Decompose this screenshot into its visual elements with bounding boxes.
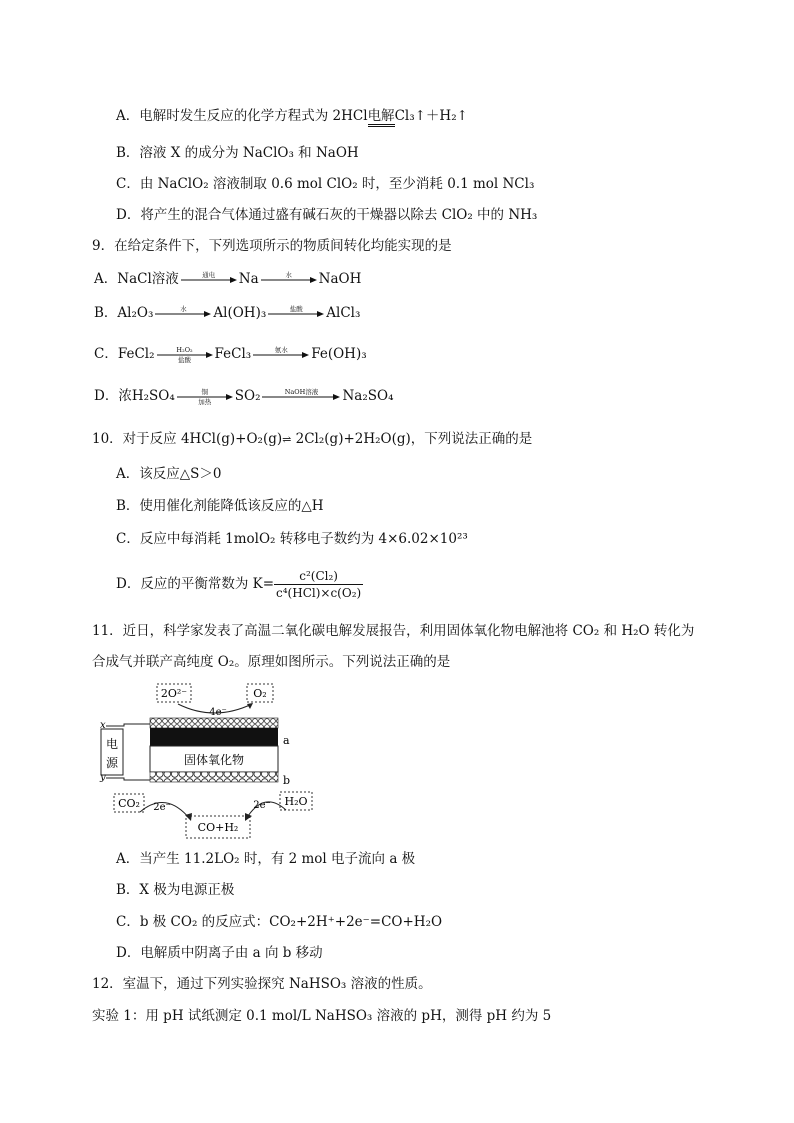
fraction-denominator: c⁴(HCl)×c(O₂) [276,586,362,600]
solid-oxide-label: 固体氧化物 [183,753,245,767]
q9-option-d [94,387,394,406]
arrow-condition: NaOH溶液 [284,387,319,396]
q11-stem-line-2: 合成气并联产高纯度 O₂。原理如图所示。下列说法正确的是 [92,654,451,670]
q9-d-label: D． [94,388,119,404]
arrow-condition: 氨水 [274,345,288,354]
q9-a-substance-1: NaCl溶液 [117,271,179,287]
q8-option-a-products: Cl₃↑＋H₂↑ [394,108,468,124]
q8-option-b: B．溶液 X 的成分为 NaClO₃ 和 NaOH [116,145,359,161]
q10-stem-reactants: 10．对于反应 4HCl(g)+O₂(g) [92,431,283,447]
q9-a-substance-2: Na [238,271,259,287]
oxide-ion-label: 2O²⁻ [160,687,188,700]
equilibrium-arrow-icon: ⇌ [282,433,292,446]
q9-c-label: C． [94,346,118,362]
arrow-condition: 铜 [201,387,208,396]
arrow-head-icon [245,813,252,821]
arrow-condition: 水 [285,270,292,279]
arrow-condition: 盐酸 [289,304,303,313]
reaction-arrow [156,346,214,364]
q9-option-b [94,304,360,323]
reaction-arrow [261,388,341,406]
reaction-arrow [176,388,234,406]
electrode-a-porous-layer [150,718,278,728]
terminal-x-label: x [100,720,106,731]
reaction-arrow [252,346,310,364]
two-electron-right-label: 2e⁻ [253,800,271,811]
electrode-b [150,772,278,782]
q9-stem: 9．在给定条件下，下列选项所示的物质间转化均能实现的是 [92,238,452,254]
q10-option-d [116,566,363,602]
q11-option-d: D．电解质中阴离子由 a 向 b 移动 [116,945,323,961]
power-source-char-2: 源 [105,756,119,770]
four-electron-label: 4e⁻ [209,707,227,718]
q8-option-a-text: A．电解时发生反应的化学方程式为 2HCl [116,108,368,124]
q9-c-substance-1: FeCl₂ [117,346,155,362]
q9-c-substance-3: Fe(OH)₃ [311,346,367,362]
reaction-arrow [267,305,325,323]
q9-a-label: A． [94,271,118,287]
q9-b-substance-3: AlCl₃ [326,305,361,321]
arrow-condition: 通电 [202,270,216,279]
wire-bottom [106,778,150,780]
reaction-arrow [260,271,318,289]
syngas-label: CO+H₂ [197,821,239,834]
oxygen-label: O₂ [253,687,267,700]
electrolysis-cell-diagram [96,682,316,842]
q10-option-a: A．该反应△S＞0 [116,466,222,482]
q9-b-substance-2: Al(OH)₃ [213,305,267,321]
electrolysis-condition: 电解 [368,108,395,127]
q9-c-substance-2: FeCl₃ [214,346,252,362]
q10-stem-products: 2Cl₂(g)+2H₂O(g)，下列说法正确的是 [291,431,533,447]
h2o-label: H₂O [284,795,308,808]
q10-option-c: C．反应中每消耗 1molO₂ 转移电子数约为 4×6.02×10²³ [116,531,468,547]
q9-option-a [94,270,361,289]
q9-d-substance-2: SO₂ [234,388,261,404]
q9-d-substance-3: Na₂SO₄ [342,388,394,404]
electrode-a [150,728,278,746]
q11-option-c: C．b 极 CO₂ 的反应式：CO₂+2H⁺+2e⁻=CO+H₂O [116,914,443,930]
two-electron-left-label: 2e⁻ [153,802,171,813]
power-source-char-1: 电 [105,737,119,751]
q8-option-d: D．将产生的混合气体通过盛有碱石灰的干燥器以除去 ClO₂ 中的 NH₃ [116,207,538,223]
arrow-condition: H₂O₂ [176,345,193,354]
q8-option-c: C．由 NaClO₂ 溶液制取 0.6 mol ClO₂ 时，至少消耗 0.1 mol NCl₃ [116,176,535,192]
q9-b-label: B． [94,305,118,321]
co2-label: CO₂ [118,797,140,810]
equilibrium-constant-fraction [274,568,363,601]
q9-d-substance-1: 浓H₂SO₄ [118,388,175,404]
q10-option-b: B．使用催化剂能降低该反应的△H [116,498,324,514]
q10-stem [92,430,532,449]
q12-experiment-1: 实验 1：用 pH 试纸测定 0.1 mol/L NaHSO₃ 溶液的 pH，测得 pH 约为 5 [92,1008,552,1024]
reaction-arrow [154,305,212,323]
q12-stem: 12．室温下，通过下列实验探究 NaHSO₃ 溶液的性质。 [92,976,432,992]
q10-option-d-text: D．反应的平衡常数为 K= [116,576,275,592]
arrow-condition: 水 [180,304,187,313]
q9-b-substance-1: Al₂O₃ [117,305,154,321]
q9-option-c [94,345,367,364]
q11-stem-line-1: 11．近日，科学家发表了高温二氧化碳电解发展报告，利用固体氧化物电解池将 CO₂ 和 H₂O 转化为 [92,623,695,639]
q8-option-a [116,107,468,125]
q11-option-b: B．X 极为电源正极 [116,882,235,898]
q11-option-a: A．当产生 11.2LO₂ 时，有 2 mol 电子流向 a 极 [116,851,416,867]
terminal-y-label: y [100,772,106,783]
reaction-arrow [180,271,238,289]
arrow-condition-below: 盐酸 [178,355,192,364]
q9-a-substance-3: NaOH [318,271,362,287]
fraction-numerator: c²(Cl₂) [274,568,363,585]
arrow-condition-below: 加热 [198,397,212,406]
wire-top [106,724,150,726]
electrode-a-label: a [283,734,290,747]
electrode-b-label: b [283,774,291,787]
